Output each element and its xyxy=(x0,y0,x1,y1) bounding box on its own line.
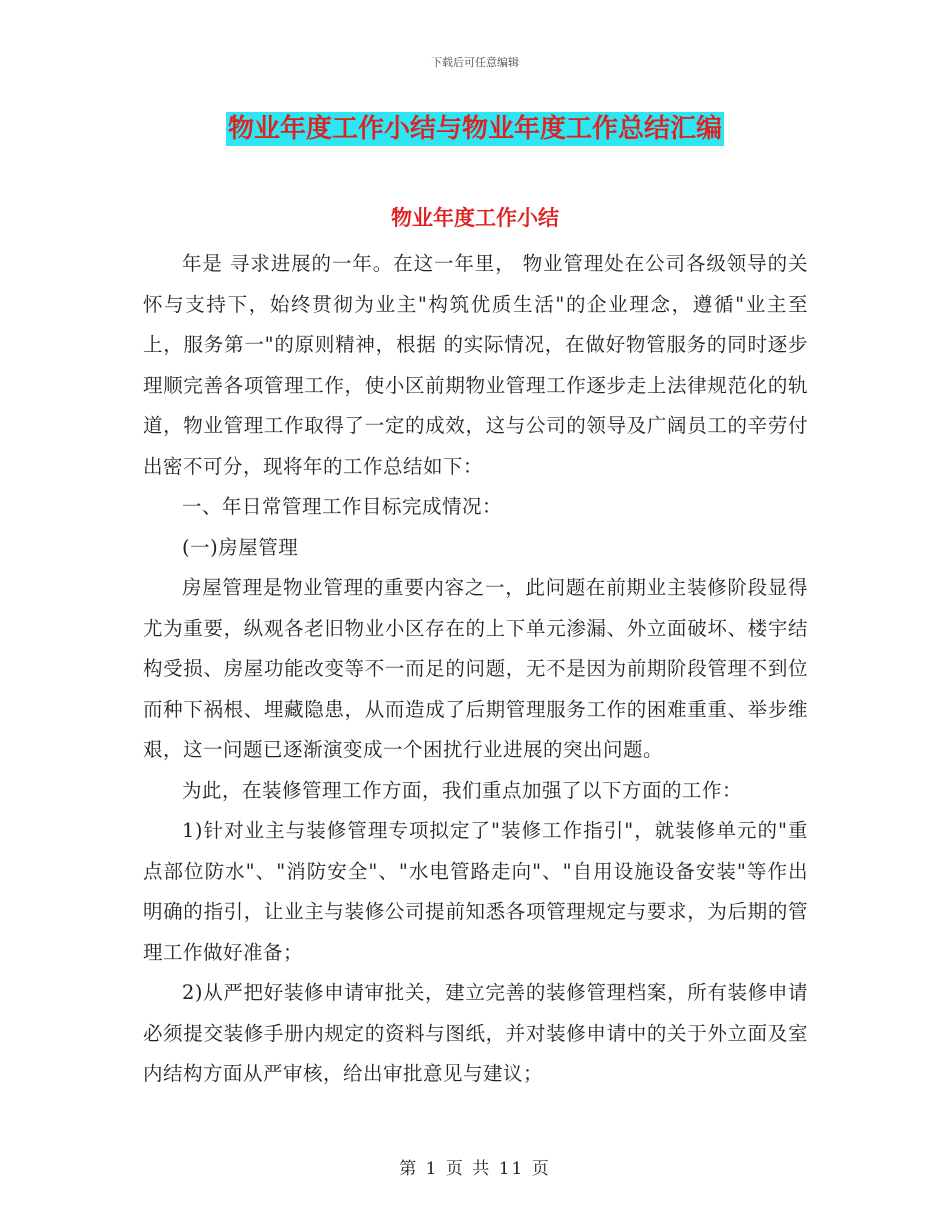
main-title-container xyxy=(0,112,950,146)
page-header-note: 下载后可任意编辑 xyxy=(431,56,519,69)
section-title: 物业年度工作小结 xyxy=(391,206,559,230)
paragraph-intro: 年是 寻求进展的一年。在这一年里， 物业管理处在公司各级领导的关怀与支持下，始终贯彻为业主"构筑优质生活"的企业理念，遵循"业主至上，服务第一"的原则精神，根据 的实际情况，在做好物管服务的同时逐步理顺完善各项管理工作，使小区前期物业管理工作逐步走上法律规范化的轨道，物业管理工作取得了一定的成效，这与公司的领导及广阔员工的辛劳付出密不可分，现将年的工作总结如下： xyxy=(143,252,808,478)
main-title: 物业年度工作小结与物业年度工作总结汇编 xyxy=(227,114,722,144)
paragraph-heading-1: 一、年日常管理工作目标完成情况： xyxy=(182,495,503,518)
paragraph-subheading-housing: (一)房屋管理 xyxy=(182,535,299,559)
paragraph-renovation-intro: 为此，在装修管理工作方面，我们重点加强了以下方面的工作： xyxy=(182,778,743,802)
paragraph-item-2: 2)从严把好装修申请审批关，建立完善的装修管理档案，所有装修申请必须提交装修手册内规定的资料与图纸，并对装修申请中的关于外立面及室内结构方面从严审核，给出审批意见与建议； xyxy=(143,981,808,1085)
document-body xyxy=(143,244,808,1095)
page-number: 第 1 页 共 11 页 xyxy=(399,1159,551,1179)
paragraph-housing: 房屋管理是物业管理的重要内容之一，此问题在前期业主装修阶段显得尤为重要，纵观各老旧物业小区存在的上下单元渗漏、外立面破坏、楼宇结构受损、房屋功能改变等不一而足的问题，无不是因为前期阶段管理不到位而种下祸根、埋藏隐患，从而造成了后期管理服务工作的困难重重、举步维艰，这一问题已逐渐演变成一个困扰行业进展的突出问题。 xyxy=(143,576,808,761)
paragraph-item-1: 1)针对业主与装修管理专项拟定了"装修工作指引"，就装修单元的"重点部位防水"、"消防安全"、"水电管路走向"、"自用设施设备安装"等作出明确的指引，让业主与装修公司提前知悉各项管理规定与要求，为后期的管理工作做好准备； xyxy=(143,819,808,964)
